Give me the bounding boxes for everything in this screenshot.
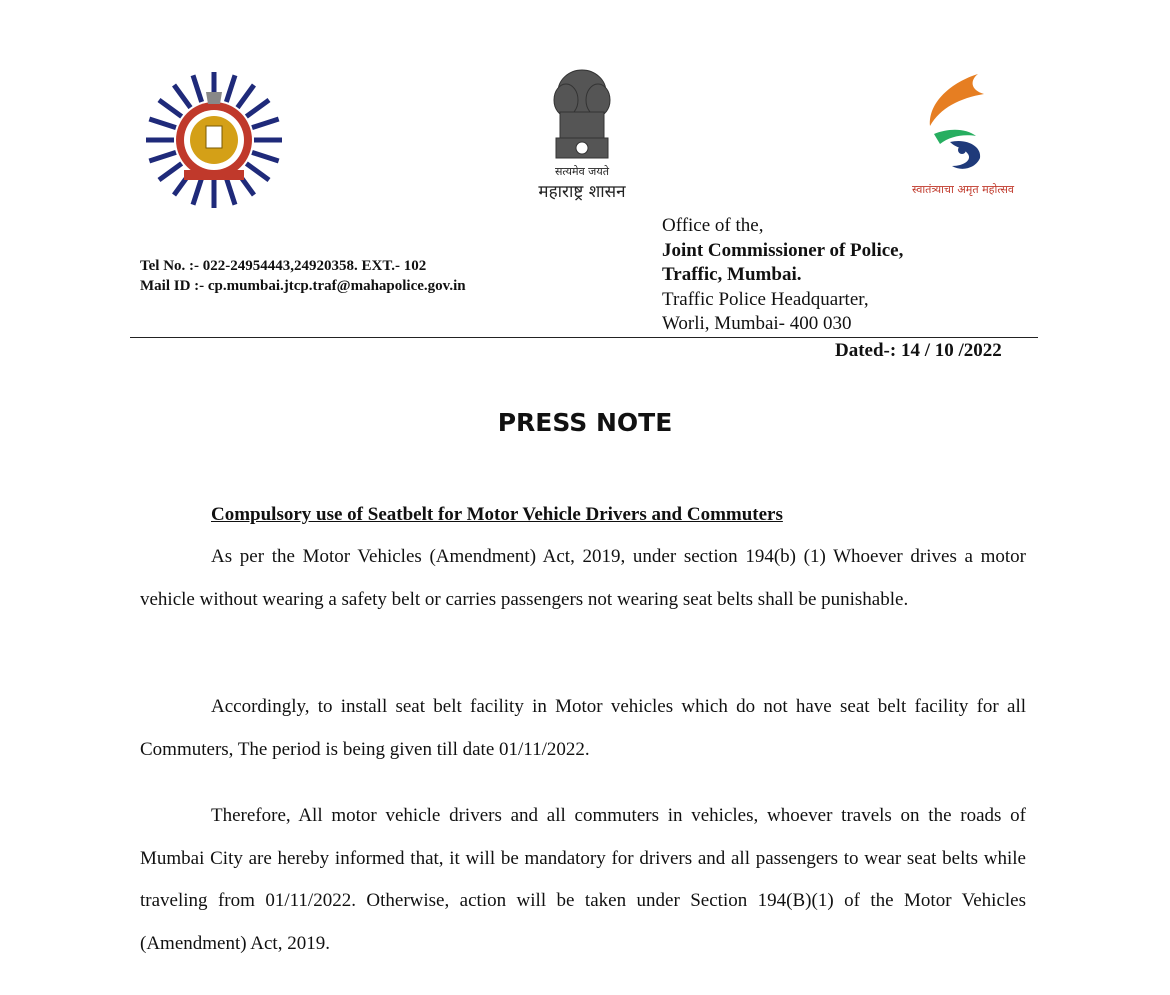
office-line-4: Traffic Police Headquarter, (662, 288, 869, 310)
paragraph-1: As per the Motor Vehicles (Amendment) Act, 2019, under section 194(b) (1) Whoever drives a motor vehicle without wearing a safety belt or carries passengers not wearing seat belts shall be punishable. (140, 546, 1026, 610)
office-line-3: Traffic, Mumbai. (662, 264, 802, 285)
office-line-2: Joint Commissioner of Police, (662, 239, 904, 261)
state-emblem-logo (526, 66, 638, 204)
document-title: PRESS NOTE (497, 408, 673, 437)
office-address (662, 214, 903, 337)
email-line: Mail ID :- cp.mumbai.jtcp.traf@mahapolice.gov.in (140, 278, 466, 294)
header-divider (130, 337, 1038, 338)
paragraph-3: Therefore, All motor vehicle drivers and all commuters in vehicles, whoever travels on the roads of Mumbai City are hereby informed that, it will be mandatory for drivers and all passengers to wear seat belts while traveling from 01/11/2022. Otherwise, action will be taken under Section 194(B)(1) of the Motor Vehicles (Amendment) Act, 2019. (140, 805, 1026, 954)
emblem-motto: सत्यमेव जयते (554, 165, 609, 178)
mumbai-police-logo (138, 66, 290, 208)
contact-block (140, 256, 466, 296)
office-line-1: Office of the, (662, 215, 764, 236)
date-line: Dated-: 14 / 10 /2022 (835, 340, 1002, 361)
amrit-mahotsav-text: स्वातंत्र्याचा अमृत महोत्सव (911, 183, 1015, 196)
subject-heading: Compulsory use of Seatbelt for Motor Vehicle Drivers and Commuters (211, 504, 783, 525)
emblem-government-text: महाराष्ट्र शासन (538, 182, 626, 202)
paragraph-2: Accordingly, to install seat belt facility in Motor vehicles which do not have seat belt facility for all Commuters, The period is being given till date 01/11/2022. (140, 696, 1026, 760)
telephone-line: Tel No. :- 022-24954443,24920358. EXT.- 102 (140, 258, 427, 274)
office-line-5: Worli, Mumbai- 400 030 (662, 313, 852, 334)
amrit-mahotsav-logo (900, 68, 1026, 204)
